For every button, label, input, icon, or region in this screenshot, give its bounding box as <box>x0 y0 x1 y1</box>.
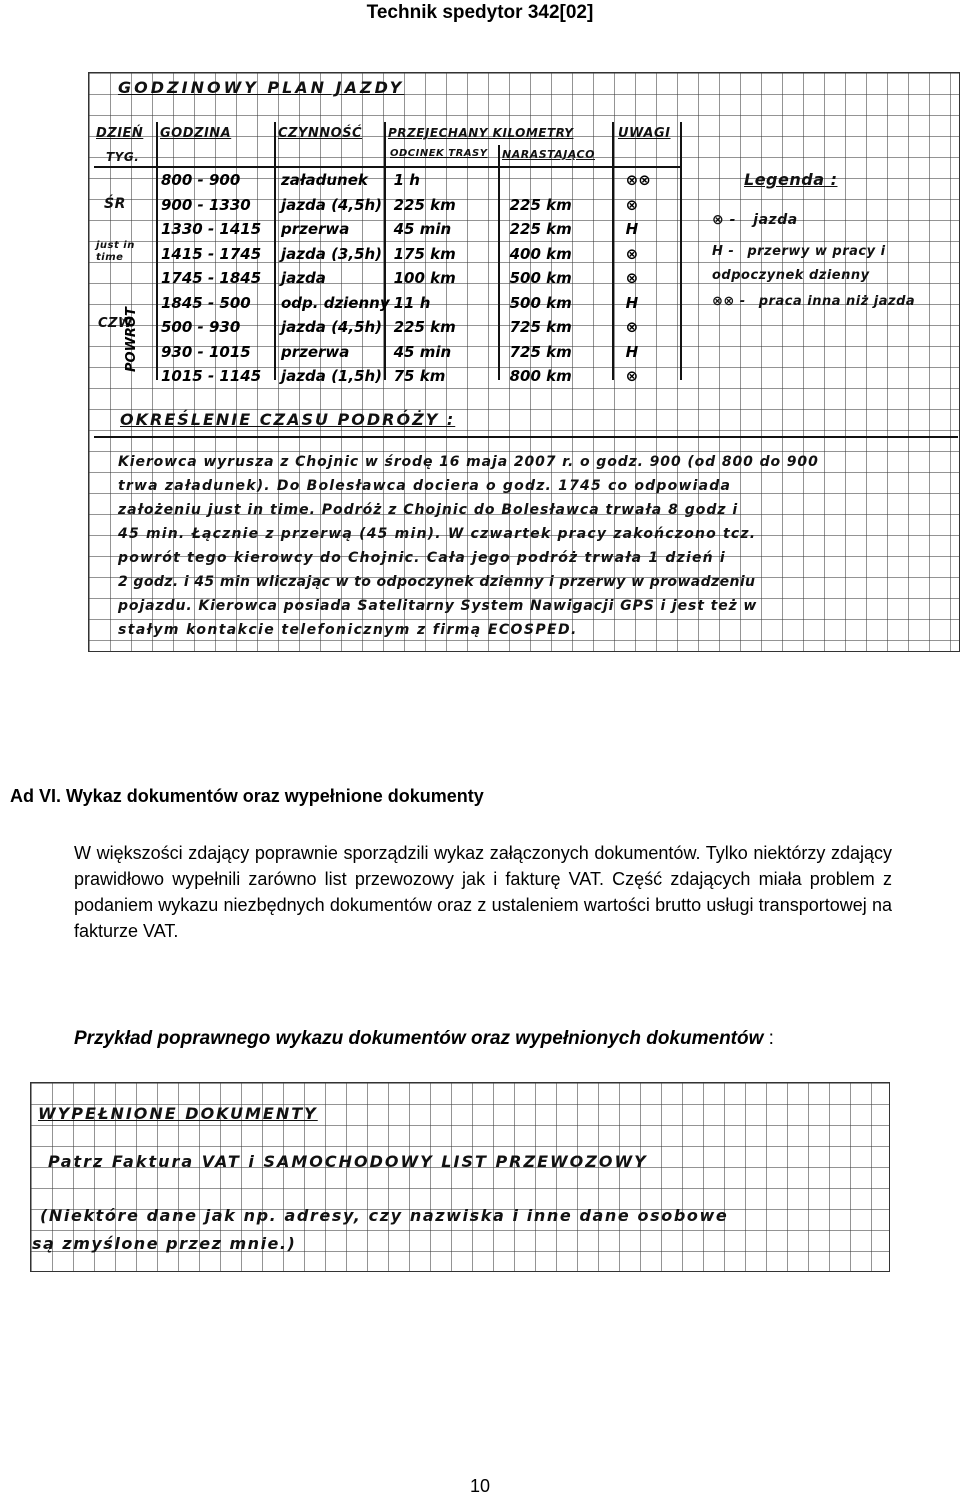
plan-day-cell <box>95 217 159 242</box>
plan-cumulative-cell: 500 km <box>509 293 572 312</box>
plan-activity-cell: przerwa <box>281 342 350 361</box>
plan-activity-cell: jazda <box>281 269 326 288</box>
break-symbol: H <box>625 342 639 361</box>
plan-cumulative-cell: 800 km <box>509 367 572 386</box>
plan-table <box>95 168 692 389</box>
legend-symbol: ⊗ - <box>712 212 736 228</box>
col-header-segment: ODCINEK TRASY <box>390 148 488 159</box>
legend-text: jazda <box>753 212 798 228</box>
note-line: założeniu just in time. Podróż z Chojnic do Bolesławca trwała 8 godz i <box>118 502 739 518</box>
section-paragraph: W większości zdający poprawnie sporządzili wykaz załączonych dokumentów. Tylko niektórzy zdający prawidłowo wypełnili zarówno list przewozowy jak i fakturę VAT. Część zdających miała problem z podaniem wykazu niezbędnych dokumentów oraz z ustaleniem wartości brutto usługi transportowej na fakturze VAT. <box>74 843 892 941</box>
documents-line-3: są zmyślone przez mnie.) <box>32 1234 297 1253</box>
day-label-sr: ŚR <box>104 196 126 212</box>
col-header-hours: GODZINA <box>160 126 232 141</box>
plan-segment-cell: 45 min <box>393 342 452 361</box>
plan-cumulative-cell: 225 km <box>509 195 572 214</box>
page-number: 10 <box>469 1476 491 1496</box>
plan-row <box>95 168 692 193</box>
plan-row <box>95 315 692 340</box>
documents-line-2: (Niektóre dane jak np. adresy, czy nazwiska i inne dane osobowe <box>40 1206 729 1225</box>
legend-item <box>712 290 948 314</box>
plan-segment-cell: 1 h <box>393 171 420 190</box>
plan-hours-cell: 800 - 900 <box>161 171 241 190</box>
driving-symbol-icon: ⊗ <box>625 269 639 288</box>
note-line: 45 min. Łącznie z przerwą (45 min). W czwartek pracy zakończono tcz. <box>118 526 757 542</box>
note-line: stałym kontakcie telefonicznym z firmą ECOSPED. <box>118 622 578 638</box>
plan-cumulative-cell: 725 km <box>509 318 572 337</box>
legend-item <box>712 240 948 288</box>
plan-activity-cell: przerwa <box>281 220 350 239</box>
plan-remark-cell <box>624 340 692 365</box>
plan-segment-cell: 75 km <box>393 367 446 386</box>
driving-symbol-icon: ⊗ <box>625 367 639 386</box>
legend-symbol: ⊗⊗ - <box>712 294 746 309</box>
plan-remark-cell <box>624 266 692 291</box>
work-symbol-icon: ⊗⊗ <box>625 171 651 190</box>
plan-row <box>95 340 692 365</box>
plan-segment-cell: 45 min <box>393 220 452 239</box>
plan-row <box>95 291 692 316</box>
plan-remark-cell <box>624 364 692 389</box>
driving-symbol-icon: ⊗ <box>625 195 639 214</box>
plan-day-cell <box>95 291 159 316</box>
documents-line-1: Patrz Faktura VAT i SAMOCHODOWY LIST PRZEWOZOWY <box>48 1152 648 1171</box>
rule-section <box>94 436 958 438</box>
day-label-czw: CZW <box>98 316 133 331</box>
legend-text: praca inna niż jazda <box>758 294 916 309</box>
plan-remark-cell <box>624 168 692 193</box>
example-label: Przykład poprawnego wykazu dokumentów oraz wypełnionych dokumentów <box>74 1028 764 1049</box>
plan-day-cell <box>95 315 159 340</box>
plan-activity-cell: jazda (1,5h) <box>281 367 383 386</box>
plan-title: GODZINOWY PLAN JAZDY <box>118 78 405 97</box>
plan-remark-cell <box>624 193 692 218</box>
plan-row <box>95 193 692 218</box>
plan-activity-cell: jazda (3,5h) <box>281 244 383 263</box>
col-header-activity: CZYNNOŚĆ <box>278 126 363 141</box>
plan-hours-cell: 930 - 1015 <box>161 342 251 361</box>
plan-segment-cell: 11 h <box>393 293 431 312</box>
plan-row <box>95 242 692 267</box>
plan-remark-cell <box>624 242 692 267</box>
plan-cumulative-cell: 725 km <box>509 342 572 361</box>
plan-day-cell <box>95 168 159 193</box>
plan-row <box>95 217 692 242</box>
plan-segment-cell: 175 km <box>393 244 456 263</box>
page-header: Technik spedytor 342[02] <box>366 2 594 23</box>
plan-cumulative-cell: 225 km <box>509 220 572 239</box>
plan-activity-cell: załadunek <box>281 171 368 190</box>
plan-cumulative-cell: 500 km <box>509 269 572 288</box>
legend-title: Legenda : <box>744 170 838 189</box>
plan-hours-cell: 1330 - 1415 <box>161 220 262 239</box>
driving-symbol-icon: ⊗ <box>625 244 639 263</box>
plan-row <box>95 364 692 389</box>
note-line: 2 godz. i 45 min wliczając w to odpoczynek dzienny i przerwy w prowadzeniu <box>118 574 756 590</box>
plan-day-cell <box>95 364 159 389</box>
col-header-distance: PRZEJECHANY KILOMETRY <box>388 126 574 140</box>
note-line: trwa załadunek). Do Bolesławca dociera o godz. 1745 co odpowiada <box>118 478 732 494</box>
documents-title: WYPEŁNIONE DOKUMENTY <box>38 1104 318 1123</box>
note-line: pojazdu. Kierowca posiada Satelitarny System Nawigacji GPS i jest też w <box>118 598 758 614</box>
break-symbol: H <box>625 220 639 239</box>
legend-item <box>712 212 798 228</box>
plan-day-cell <box>95 266 159 291</box>
travel-time-title: OKREŚLENIE CZASU PODRÓŻY : <box>120 410 456 429</box>
plan-hours-cell: 1015 - 1145 <box>161 367 262 386</box>
example-colon: : <box>768 1028 774 1049</box>
plan-cumulative-cell <box>508 168 624 193</box>
plan-day-cell <box>95 193 159 218</box>
section-title: Ad VI. Wykaz dokumentów oraz wypełnione dokumenty <box>10 786 484 806</box>
plan-day-cell <box>95 340 159 365</box>
plan-hours-cell: 1415 - 1745 <box>161 244 262 263</box>
plan-remark-cell <box>624 217 692 242</box>
plan-hours-cell: 900 - 1330 <box>161 195 251 214</box>
plan-cumulative-cell: 400 km <box>509 244 572 263</box>
plan-hours-cell: 500 - 930 <box>161 318 241 337</box>
note-line: Kierowca wyrusza z Chojnic w środę 16 maja 2007 r. o godz. 900 (od 800 do 900 <box>118 454 819 470</box>
driving-symbol-icon: ⊗ <box>625 318 639 337</box>
break-symbol: H <box>625 293 639 312</box>
plan-segment-cell: 225 km <box>393 195 456 214</box>
col-header-day: DZIEŃ <box>96 126 144 141</box>
plan-hours-cell: 1845 - 500 <box>161 293 251 312</box>
plan-segment-cell: 100 km <box>393 269 456 288</box>
plan-remark-cell <box>624 315 692 340</box>
col-header-day-sub: TYG. <box>106 150 140 164</box>
day-label-just-in-time: just in time <box>96 240 135 263</box>
day-label-vertical: POWRÓT <box>124 307 139 372</box>
plan-hours-cell: 1745 - 1845 <box>161 269 262 288</box>
plan-activity-cell: odp. dzienny <box>281 293 390 312</box>
col-header-cumulative: NARASTAJĄCO <box>502 148 595 161</box>
example-heading <box>74 1026 892 1051</box>
plan-row <box>95 266 692 291</box>
col-header-remarks: UWAGI <box>618 126 671 141</box>
legend-text: przerwy w pracy i odpoczynek dzienny <box>712 244 886 283</box>
plan-segment-cell: 225 km <box>393 318 456 337</box>
plan-remark-cell <box>624 291 692 316</box>
plan-day-cell <box>95 242 159 267</box>
note-line: powrót tego kierowcy do Chojnic. Cała jego podróż trwała 1 dzień i <box>118 550 726 566</box>
plan-activity-cell: jazda (4,5h) <box>281 195 383 214</box>
plan-activity-cell: jazda (4,5h) <box>281 318 383 337</box>
legend-symbol: H - <box>712 244 735 259</box>
